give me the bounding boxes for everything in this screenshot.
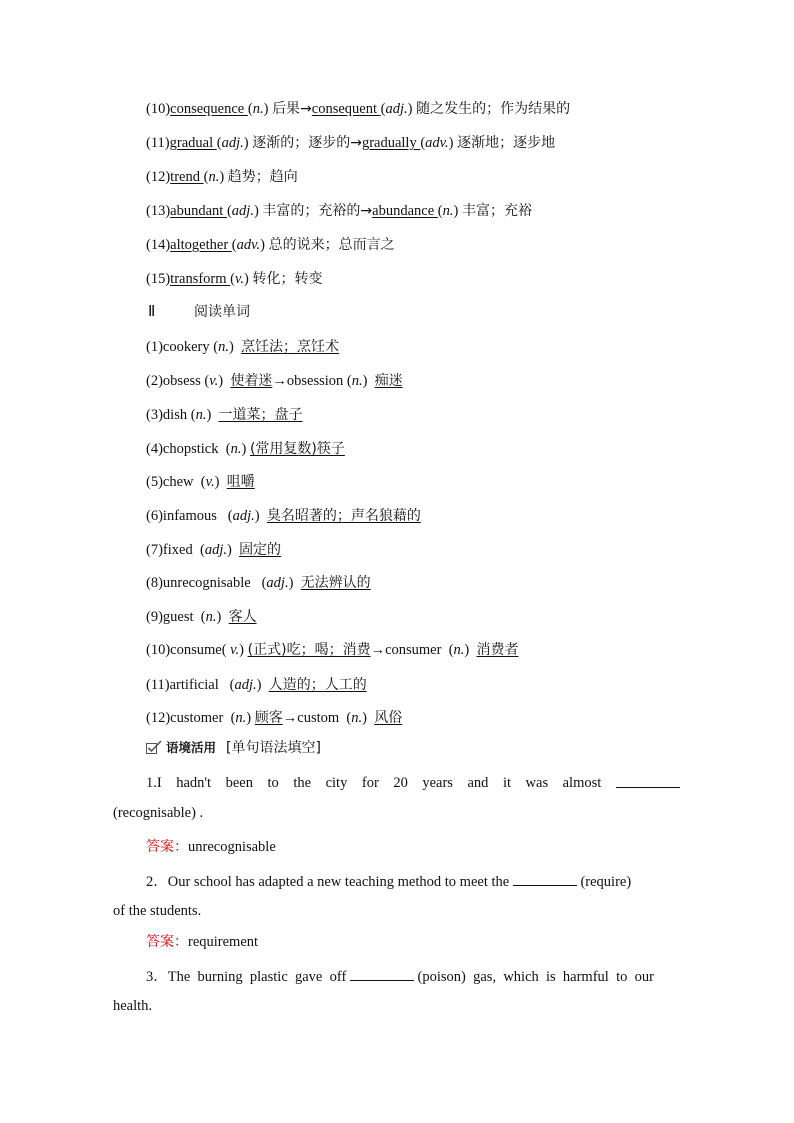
meaning: 逐渐地；逐步地 bbox=[457, 135, 556, 151]
vocab-word: infamous bbox=[162, 508, 217, 524]
answer-text: 客人 bbox=[228, 609, 257, 625]
part-of-speech: n. bbox=[453, 642, 465, 658]
question-1-line bbox=[146, 773, 680, 793]
item-number: (2) bbox=[146, 373, 163, 389]
answer-text: 人造的；人工的 bbox=[268, 677, 367, 693]
answer-blank[interactable] bbox=[616, 773, 680, 788]
answer-word: consequent bbox=[311, 101, 381, 117]
answer-text: 臭名昭著的；声名狼藉的 bbox=[266, 508, 421, 524]
answer-word: gradually bbox=[361, 135, 421, 151]
meaning: 随之发生的；作为结果的 bbox=[416, 101, 571, 117]
item-number: (10) bbox=[146, 101, 171, 117]
derived-word: →custom bbox=[282, 710, 340, 726]
checkbox-icon bbox=[146, 740, 162, 754]
vocab-item: (9)guest (n.) 客人 bbox=[146, 609, 257, 625]
q-word: for bbox=[361, 775, 379, 791]
q-word: years bbox=[422, 775, 453, 791]
item-number: (6) bbox=[146, 508, 163, 524]
part-of-speech: n. bbox=[205, 609, 217, 625]
vocab-word: fixed bbox=[162, 542, 193, 558]
meaning: 趋势；趋向 bbox=[227, 169, 298, 185]
vocab-word: customer bbox=[170, 710, 224, 726]
item-number: (11) bbox=[146, 677, 170, 693]
vocab-item: (10)consume( v.) (正式)吃；喝；消费→consumer (n.) 消费者 bbox=[146, 642, 519, 658]
part-of-speech: adj. bbox=[204, 542, 227, 558]
question-text: 2．Our school has adapted a new teaching method to meet the bbox=[146, 874, 513, 890]
section-heading bbox=[148, 302, 250, 322]
answer-label: 答案： bbox=[146, 839, 188, 855]
vocab-word: dish bbox=[162, 407, 188, 423]
answer-text: 一道菜；盘子 bbox=[218, 407, 303, 423]
vocab-item: (6)infamous (adj.) 臭名昭著的；声名狼藉的 bbox=[146, 508, 421, 524]
vocab-item: (5)chew (v.) 咀嚼 bbox=[146, 474, 255, 490]
vocab-item: (12)customer (n.) 顾客→custom (n.) 风俗 bbox=[146, 710, 403, 726]
vocab-item: (8)unrecognisable (adj.) 无法辨认的 bbox=[146, 575, 371, 591]
part-of-speech: v. bbox=[209, 373, 219, 389]
answer-text: (正式)吃；喝；消费 bbox=[247, 642, 371, 658]
derived-word: →obsession bbox=[272, 373, 344, 389]
q-word: hadn't bbox=[176, 775, 212, 791]
answer-word: altogether bbox=[170, 237, 232, 253]
answer-text: 使着迷 bbox=[230, 373, 273, 389]
vocab-item: (14)altogether (adv.) 总的说来；总而言之 bbox=[146, 237, 395, 253]
answer-text: (常用复数)筷子 bbox=[249, 441, 345, 457]
q-word: 20 bbox=[393, 775, 408, 791]
q-word: it bbox=[502, 775, 511, 791]
part-of-speech: adj. bbox=[266, 575, 289, 591]
meaning: 后果→ bbox=[272, 101, 312, 117]
item-number: (7) bbox=[146, 542, 163, 558]
vocab-item: (10)consequence (n.) 后果→consequent (adj.) 随之发生的；作为结果的 bbox=[146, 101, 571, 117]
part-of-speech: n. bbox=[230, 441, 242, 457]
context-label: 语境活用 bbox=[166, 740, 217, 755]
part-of-speech: n. bbox=[351, 373, 363, 389]
question-text: 3．The burning plastic gave off bbox=[146, 969, 350, 985]
question-3-continuation: health. bbox=[113, 998, 153, 1014]
word-hint: (require) bbox=[576, 874, 632, 890]
part-of-speech: adj. bbox=[221, 135, 244, 151]
vocab-item: (1)cookery (n.) 烹饪法；烹饪术 bbox=[146, 339, 340, 355]
question-text: (poison) gas, which is harmful to our bbox=[413, 969, 654, 985]
question-2-answer bbox=[146, 932, 258, 952]
q-word: to bbox=[267, 775, 279, 791]
vocab-word: obsess bbox=[162, 373, 201, 389]
item-number: (8) bbox=[146, 575, 163, 591]
answer-text: 消费者 bbox=[476, 642, 519, 658]
question-2-continuation: of the students. bbox=[113, 903, 202, 919]
item-number: (11) bbox=[146, 135, 170, 151]
item-number: (12) bbox=[146, 710, 171, 726]
vocab-item: (13)abundant (adj.) 丰富的；充裕的→abundance (n.) 丰富；充裕 bbox=[146, 203, 532, 219]
vocab-item: (11)artificial (adj.) 人造的；人工的 bbox=[146, 677, 367, 693]
part-of-speech: adv. bbox=[425, 135, 449, 151]
answer-word: transform bbox=[170, 271, 231, 287]
item-number: (13) bbox=[146, 203, 171, 219]
vocab-word: chew bbox=[162, 474, 194, 490]
vocab-item: (15)transform (v.) 转化；转变 bbox=[146, 271, 323, 287]
question-1-continuation: (recognisable) . bbox=[113, 805, 204, 821]
q-word: and bbox=[467, 775, 489, 791]
context-heading bbox=[146, 738, 321, 758]
vocab-word: cookery bbox=[162, 339, 210, 355]
question-1-answer bbox=[146, 837, 276, 857]
item-number: (1) bbox=[146, 339, 163, 355]
item-number: (14) bbox=[146, 237, 171, 253]
item-number: (12) bbox=[146, 169, 171, 185]
vocab-item: (2)obsess (v.) 使着迷→obsession (n.) 痴迷 bbox=[146, 373, 403, 389]
answer-text: 固定的 bbox=[239, 542, 282, 558]
answer-text: 风俗 bbox=[374, 710, 403, 726]
item-number: (4) bbox=[146, 441, 163, 457]
derived-word: →consumer bbox=[370, 642, 442, 658]
vocab-word: artificial bbox=[169, 677, 219, 693]
part-of-speech: n. bbox=[235, 710, 247, 726]
q-word: 1.I bbox=[146, 775, 162, 791]
answer-word: abundant bbox=[170, 203, 227, 219]
meaning: 逐渐的；逐步的→ bbox=[252, 135, 362, 151]
answer-text: 痴迷 bbox=[374, 373, 403, 389]
section-title: 阅读单词 bbox=[194, 304, 250, 320]
part-of-speech: n. bbox=[351, 710, 363, 726]
part-of-speech: adv. bbox=[236, 237, 261, 253]
vocab-word: guest bbox=[162, 609, 194, 625]
instruction: [单句语法填空] bbox=[226, 740, 321, 756]
answer-value: unrecognisable bbox=[188, 839, 276, 855]
q-word: been bbox=[225, 775, 253, 791]
part-of-speech: n. bbox=[208, 169, 220, 185]
answer-text: 咀嚼 bbox=[226, 474, 255, 490]
answer-text: 无法辨认的 bbox=[300, 575, 371, 591]
part-of-speech: v. bbox=[230, 642, 240, 658]
answer-blank[interactable] bbox=[513, 871, 577, 886]
vocab-item: (3)dish (n.) 一道菜；盘子 bbox=[146, 407, 303, 423]
vocab-word: chopstick bbox=[162, 441, 219, 457]
answer-blank[interactable] bbox=[350, 966, 414, 981]
q-word: was bbox=[525, 775, 549, 791]
item-number: (5) bbox=[146, 474, 163, 490]
vocab-word: consume( bbox=[170, 642, 227, 658]
vocab-item: (7)fixed (adj.) 固定的 bbox=[146, 542, 282, 558]
q-word: the bbox=[293, 775, 312, 791]
answer-text: 烹饪法；烹饪术 bbox=[241, 339, 340, 355]
item-number: (10) bbox=[146, 642, 171, 658]
meaning: 丰富的；充裕的→ bbox=[262, 203, 373, 219]
q-word: city bbox=[325, 775, 348, 791]
item-number: (9) bbox=[146, 609, 163, 625]
part-of-speech: adj. bbox=[231, 203, 254, 219]
vocab-item: (12)trend (n.) 趋势；趋向 bbox=[146, 169, 298, 185]
part-of-speech: adj. bbox=[234, 677, 257, 693]
part-of-speech: adj. bbox=[232, 508, 255, 524]
q-word: almost bbox=[562, 775, 602, 791]
vocab-item: (11)gradual (adj.) 逐渐的；逐步的→gradually (adv.) 逐渐地；逐步地 bbox=[146, 135, 556, 151]
answer-word: gradual bbox=[169, 135, 217, 151]
part-of-speech: n. bbox=[442, 203, 454, 219]
question-3-line bbox=[146, 966, 680, 987]
part-of-speech: n. bbox=[218, 339, 229, 355]
meaning: 总的说来；总而言之 bbox=[268, 237, 395, 253]
answer-text: 顾客 bbox=[254, 710, 283, 726]
part-of-speech: adj. bbox=[385, 101, 408, 117]
answer-value: requirement bbox=[188, 934, 259, 950]
item-number: (3) bbox=[146, 407, 163, 423]
question-2-line bbox=[146, 871, 631, 892]
item-number: (15) bbox=[146, 271, 171, 287]
part-of-speech: v. bbox=[235, 271, 245, 287]
vocab-item: (4)chopstick (n.) (常用复数)筷子 bbox=[146, 441, 345, 457]
answer-word: abundance bbox=[372, 203, 438, 219]
part-of-speech: n. bbox=[195, 407, 207, 423]
answer-word: consequence bbox=[170, 101, 248, 117]
meaning: 转化；转变 bbox=[252, 271, 323, 287]
answer-word: trend bbox=[170, 169, 204, 185]
part-of-speech: n. bbox=[252, 101, 264, 117]
answer-label: 答案： bbox=[146, 934, 188, 950]
section-number: Ⅱ bbox=[148, 304, 156, 320]
vocab-word: unrecognisable bbox=[162, 575, 251, 591]
part-of-speech: v. bbox=[205, 474, 215, 490]
meaning: 丰富；充裕 bbox=[461, 203, 532, 219]
